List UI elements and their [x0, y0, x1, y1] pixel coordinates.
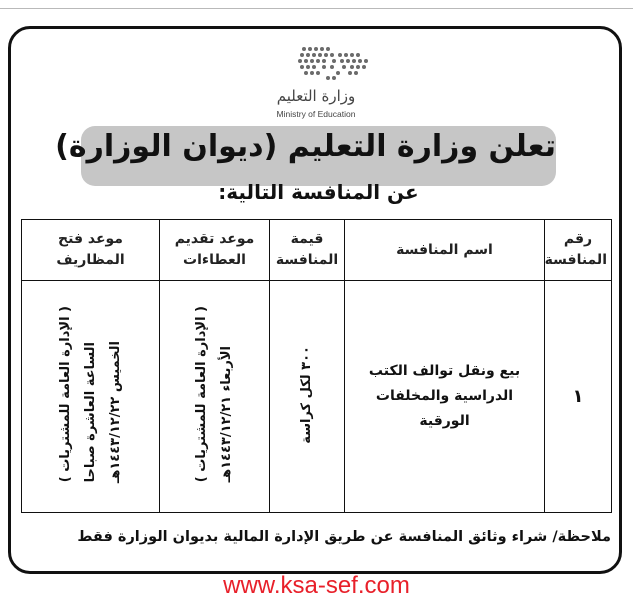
top-rule: [0, 8, 633, 9]
logo-text-arabic: وزارة التعليم: [276, 87, 356, 105]
header-number: رقم المنافسة: [545, 220, 612, 281]
cell-price: [270, 281, 345, 513]
tender-table: [21, 219, 612, 513]
table-row: [22, 281, 612, 513]
page-title: تعلن وزارة التعليم (ديوان الوزارة): [55, 129, 556, 164]
opening-time: الساعة العاشرة صباحا: [82, 342, 98, 483]
logo-text-english: Ministry of Education: [276, 109, 356, 119]
submission-date: الأربعاء ١٤٤٣/١٢/٢١هـ: [219, 346, 235, 483]
cell-submission: [160, 281, 270, 513]
header-opening: موعد فتح المظاريف: [22, 220, 160, 281]
header-name: اسم المنافسة: [345, 220, 545, 281]
header-price: قيمة المنافسة: [270, 220, 345, 281]
page-subtitle: عن المنافسة التالية:: [218, 180, 419, 204]
table-header-row: [22, 220, 612, 281]
cell-number: ١: [545, 281, 612, 513]
advertisement-frame: [8, 26, 622, 574]
watermark-link[interactable]: www.ksa-sef.com: [223, 572, 410, 599]
price-text: ٣٠٠ لكل كراسة: [299, 345, 315, 444]
opening-place: ( الإدارة العامة للمشتريات ): [57, 306, 73, 483]
submission-place: ( الإدارة العامة للمشتريات ): [194, 306, 210, 483]
opening-date: الخميس ١٤٤٣/١٢/٢٢هـ: [107, 340, 123, 483]
ministry-logo-icon: [294, 43, 374, 83]
note-text: ملاحظة/ شراء وثائق المنافسة عن طريق الإدارة المالية بديوان الوزارة فقط: [77, 529, 611, 545]
cell-opening: [22, 281, 160, 513]
header-submission: موعد تقديم العطاءات: [160, 220, 270, 281]
cell-name: بيع ونقل توالف الكتب الدراسية والمخلفات الورقية: [345, 281, 545, 513]
